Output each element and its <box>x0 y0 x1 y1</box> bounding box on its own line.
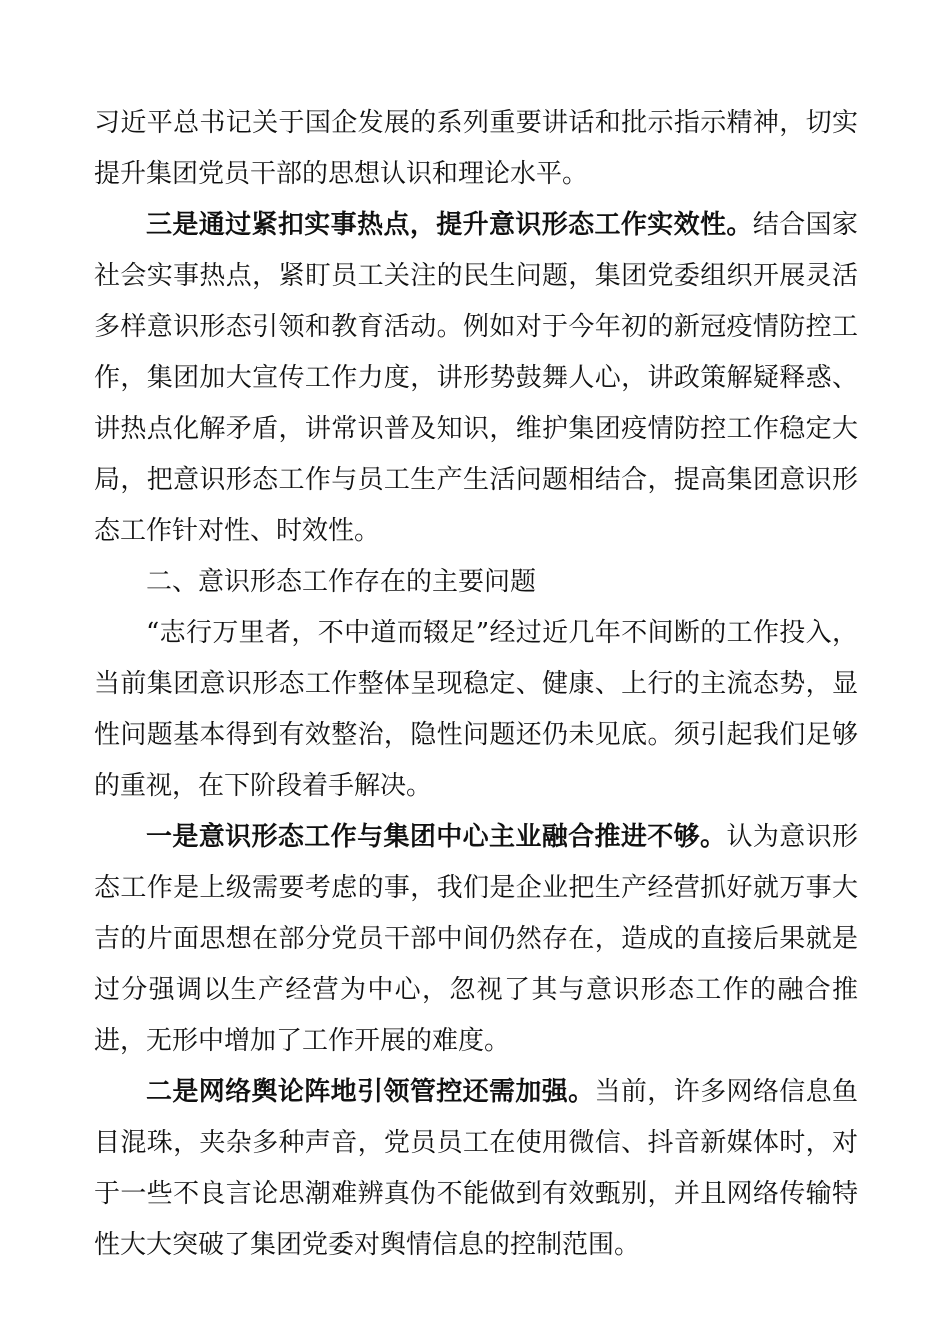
paragraph-text: 结合国家社会实事热点，紧盯员工关注的民生问题，集团党委组织开展灵活多样意识形态引领和教育活动。例如对于今年初的新冠疫情防控工作，集团加大宣传工作力度，讲形势鼓舞人心，讲政策解疑释惑、讲热点化解矛盾，讲常识普及知识，维护集团疫情防控工作稳定大局，把意识形态工作与员工生产生活问题相结合，提高集团意识形态工作针对性、时效性。 <box>94 210 858 546</box>
paragraph-text: 认为意识形态工作是上级需要考虑的事，我们是企业把生产经营抓好就万事大吉的片面思想在部分党员干部中间仍然存在，造成的直接后果就是过分强调以生产经营为中心，忽视了其与意识形态工作的融合推进，无形中增加了工作开展的难度。 <box>94 822 858 1056</box>
paragraph-section-intro <box>94 608 858 812</box>
paragraph-problem-one <box>94 812 858 1067</box>
section-heading: 二、意识形态工作存在的主要问题 <box>146 567 537 597</box>
paragraph-lead-sentence: 二是网络舆论阵地引领管控还需加强。 <box>146 1077 595 1107</box>
paragraph-text: “志行万里者，不中道而辍足”经过近几年不间断的工作投入，当前集团意识形态工作整体呈现稳定、健康、上行的主流态势，显性问题基本得到有效整治，隐性问题还仍未见底。须引起我们足够的重视，在下阶段着手解决。 <box>94 618 858 801</box>
paragraph-text: 当前，许多网络信息鱼目混珠，夹杂多种声音，党员员工在使用微信、抖音新媒体时，对于一些不良言论思潮难辨真伪不能做到有效甄别，并且网络传输特性大大突破了集团党委对舆情信息的控制范围。 <box>94 1077 858 1260</box>
paragraph-point-three <box>94 200 858 557</box>
paragraph-lead-sentence: 三是通过紧扣实事热点，提升意识形态工作实效性。 <box>146 210 753 240</box>
paragraph-continuation <box>94 98 858 200</box>
document-page <box>94 98 858 1271</box>
paragraph-lead-sentence: 一是意识形态工作与集团中心主业融合推进不够。 <box>146 822 727 852</box>
paragraph-text: 习近平总书记关于国企发展的系列重要讲话和批示指示精神，切实提升集团党员干部的思想认识和理论水平。 <box>94 108 858 189</box>
paragraph-problem-two <box>94 1067 858 1271</box>
